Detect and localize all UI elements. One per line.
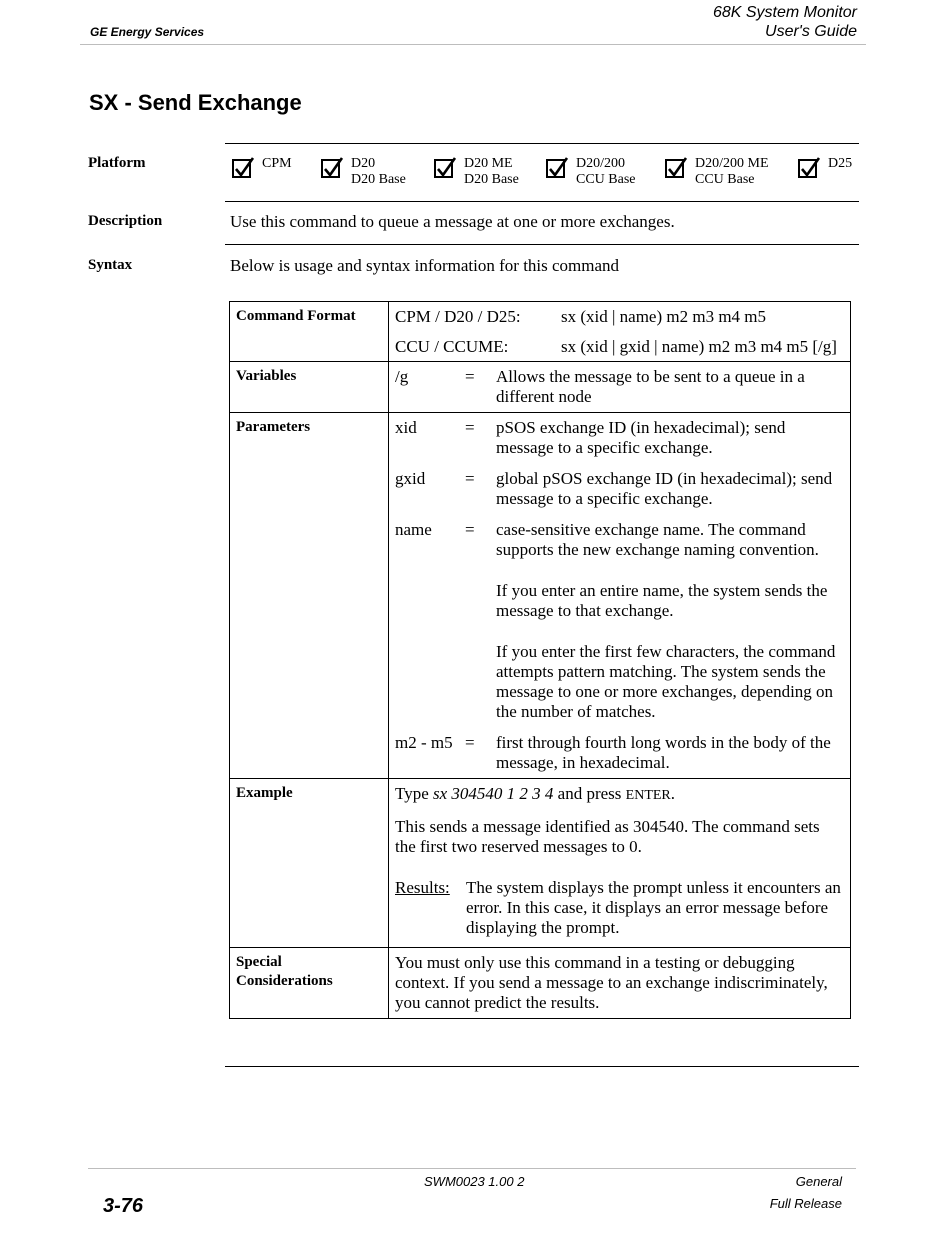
description-label: Description bbox=[88, 213, 163, 229]
parameter-note bbox=[395, 642, 844, 722]
parameters-label: Parameters bbox=[230, 413, 389, 779]
header-divider bbox=[80, 44, 866, 45]
variables-label: Variables bbox=[230, 362, 389, 413]
platform-item-label: D20 bbox=[351, 156, 376, 171]
platform-item-label: CPM bbox=[262, 156, 292, 171]
parameter-description: global pSOS exchange ID (in hexadecimal); send message to a specific exchange. bbox=[496, 469, 833, 508]
syntax-label: Syntax bbox=[88, 257, 133, 273]
checkbox-checked-icon bbox=[321, 159, 340, 178]
variable-name: /g bbox=[395, 367, 409, 386]
document-title-line1: 68K System Monitor bbox=[712, 4, 857, 21]
platform-item-sublabel: D20 Base bbox=[351, 172, 406, 187]
platform-item-d20-200 bbox=[546, 156, 636, 188]
platform-label: Platform bbox=[88, 155, 146, 171]
equals-sign: = bbox=[465, 367, 475, 386]
enter-key: ENTER bbox=[625, 788, 671, 803]
parameter-description: If you enter the first few characters, the command attempts pattern matching. The system sends the message to one or more exchanges, depending on the number of matches. bbox=[496, 642, 836, 721]
parameter-description: case-sensitive exchange name. The command supports the new exchange naming convention. bbox=[496, 520, 819, 559]
platform-item-label: D25 bbox=[828, 156, 853, 171]
command-format-row bbox=[230, 302, 851, 362]
parameter-note bbox=[395, 581, 844, 621]
platform-item-d20-me bbox=[434, 156, 519, 188]
example-explanation: This sends a message identified as 304540. The command sets the first two reserved messages to 0. bbox=[395, 817, 820, 856]
syntax-top-rule bbox=[225, 244, 859, 245]
equals-sign: = bbox=[465, 418, 475, 437]
variable-description: Allows the message to be sent to a queue in a different node bbox=[496, 367, 805, 406]
format-platform: CPM / D20 / D25: bbox=[395, 307, 521, 326]
syntax-intro: Below is usage and syntax information for this command bbox=[230, 256, 620, 275]
special-label-line2: Considerations bbox=[236, 973, 333, 989]
results-text: The system displays the prompt unless it encounters an error. In this case, it displays an error message before displaying the prompt. bbox=[466, 878, 841, 937]
parameter-name: gxid bbox=[395, 469, 426, 488]
description-top-rule bbox=[225, 201, 859, 202]
parameter-name: xid bbox=[395, 418, 417, 437]
platform-item-cpm bbox=[232, 156, 292, 178]
example-label: Example bbox=[230, 779, 389, 948]
example-command: sx 304540 1 2 3 4 bbox=[433, 784, 554, 803]
parameter-description: pSOS exchange ID (in hexadecimal); send message to a specific exchange. bbox=[496, 418, 786, 457]
platform-item-sublabel: CCU Base bbox=[695, 172, 755, 187]
platform-item-d20 bbox=[321, 156, 406, 188]
example-type-word: Type bbox=[395, 784, 429, 803]
format-line bbox=[395, 337, 844, 357]
description-text: Use this command to queue a message at one or more exchanges. bbox=[230, 212, 675, 231]
footer-document-id: SWM0023 1.00 2 bbox=[424, 1174, 525, 1189]
parameter-description: first through fourth long words in the body of the message, in hexadecimal. bbox=[496, 733, 831, 772]
special-considerations-row bbox=[230, 948, 851, 1019]
command-format-label: Command Format bbox=[230, 302, 389, 362]
equals-sign: = bbox=[465, 469, 475, 488]
example-row bbox=[230, 779, 851, 948]
section-title: SX - Send Exchange bbox=[89, 90, 302, 115]
footer-classification: General bbox=[795, 1174, 842, 1189]
parameter-description: If you enter an entire name, the system sends the message to that exchange. bbox=[496, 581, 828, 620]
format-syntax: sx (xid | gxid | name) m2 m3 m4 m5 [/g] bbox=[561, 337, 837, 356]
platform-item-sublabel: D20 Base bbox=[464, 172, 519, 187]
document-title bbox=[713, 3, 857, 41]
special-considerations-label bbox=[230, 948, 389, 1019]
parameter-definition bbox=[395, 520, 844, 560]
section-end-rule bbox=[225, 1066, 859, 1067]
checkbox-checked-icon bbox=[798, 159, 817, 178]
platform-item-d25 bbox=[798, 156, 852, 178]
parameter-definition bbox=[395, 418, 844, 458]
platform-top-rule bbox=[225, 143, 859, 144]
variable-definition bbox=[395, 367, 844, 407]
example-results bbox=[395, 878, 844, 938]
special-considerations-text: You must only use this command in a testing or debugging context. If you send a message to an exchange indiscriminately, you cannot predict the results. bbox=[389, 948, 851, 1019]
platform-item-d20-200-me bbox=[665, 156, 769, 188]
platform-item-sublabel: CCU Base bbox=[576, 172, 636, 187]
example-and-press: and press bbox=[557, 784, 622, 803]
format-platform: CCU / CCUME: bbox=[395, 337, 509, 356]
parameter-name: name bbox=[395, 520, 432, 539]
parameter-name: m2 - m5 bbox=[395, 733, 453, 752]
checkbox-checked-icon bbox=[434, 159, 453, 178]
checkbox-checked-icon bbox=[665, 159, 684, 178]
variables-row bbox=[230, 362, 851, 413]
equals-sign: = bbox=[465, 520, 475, 539]
company-name: GE Energy Services bbox=[90, 25, 205, 39]
checkbox-checked-icon bbox=[546, 159, 565, 178]
format-line bbox=[395, 307, 844, 327]
parameter-definition bbox=[395, 469, 844, 509]
parameters-row bbox=[230, 413, 851, 779]
syntax-table bbox=[229, 301, 851, 1019]
page-number: 3-76 bbox=[103, 1195, 144, 1217]
checkbox-checked-icon bbox=[232, 159, 251, 178]
format-syntax: sx (xid | name) m2 m3 m4 m5 bbox=[561, 307, 767, 326]
parameter-definition bbox=[395, 733, 844, 773]
footer-release: Full Release bbox=[769, 1196, 842, 1211]
special-label-line1: Special bbox=[236, 954, 282, 970]
footer-divider bbox=[88, 1168, 856, 1169]
document-title-line2: User's Guide bbox=[765, 23, 857, 40]
equals-sign: = bbox=[465, 733, 475, 752]
example-period: . bbox=[670, 784, 676, 803]
platform-item-label: D20/200 bbox=[576, 156, 625, 171]
results-label: Results: bbox=[395, 878, 450, 897]
example-instruction bbox=[395, 784, 844, 806]
platform-item-label: D20 ME bbox=[464, 156, 513, 171]
platform-item-label: D20/200 ME bbox=[695, 156, 769, 171]
